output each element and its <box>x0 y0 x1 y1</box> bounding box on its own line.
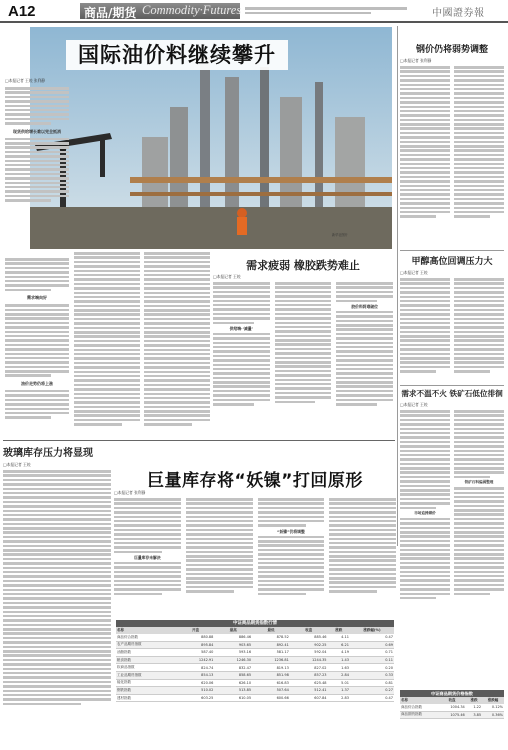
main-article-col3 <box>74 252 140 438</box>
index-table-cell: 农产品期货指数 <box>116 641 177 649</box>
small-table-cell: 商品期货指数 <box>400 711 438 719</box>
index-table-cell: 507.64 <box>252 687 290 695</box>
index-table-cell: 0.71 <box>350 649 394 657</box>
index-table <box>116 627 394 702</box>
index-table-cell: 827.02 <box>290 664 328 672</box>
index-col-header: 开盘 <box>192 628 200 632</box>
index-table-block <box>116 620 394 746</box>
index-table-cell: 0.47 <box>350 694 394 702</box>
glass-headline: 玻璃库存压力将显现 <box>3 448 93 459</box>
ironore-subhead2: 铁矿石料偏弱整理 <box>464 480 494 485</box>
index-col-header: 最低 <box>267 628 275 632</box>
index-table-header-row <box>116 627 394 634</box>
index-table-cell: 824.74 <box>177 664 215 672</box>
index-table-cell: 851.98 <box>252 671 290 679</box>
index-table-cell: 建材指数 <box>116 694 177 702</box>
index-table-cell: 4.19 <box>328 649 350 657</box>
rubber-subhead1: 供给端·‘减量’ <box>229 325 253 331</box>
ironore-author: □本报记者 王姣 <box>400 402 428 407</box>
index-table-row <box>116 649 394 657</box>
index-table-cell: 857.23 <box>290 671 328 679</box>
main-article-col1 <box>5 78 69 256</box>
page-header <box>0 0 508 24</box>
glass-article <box>3 442 111 744</box>
small-table-row <box>400 711 504 719</box>
index-table-cell: 软商品指数 <box>116 664 177 672</box>
index-col-header: 名称 <box>117 628 124 632</box>
right-divider-2 <box>400 385 504 386</box>
index-table-cell: 592.04 <box>290 649 328 657</box>
index-table-cell: 858.65 <box>214 671 252 679</box>
index-table-cell: 819.13 <box>252 664 290 672</box>
index-table-cell: 1244.35 <box>290 656 328 664</box>
index-table-cell: 581.17 <box>252 649 290 657</box>
index-table-cell: 0.33 <box>350 671 394 679</box>
index-table-cell: 商品综合指数 <box>116 634 177 641</box>
index-table-row <box>116 687 394 695</box>
small-table-cell: 1004.34 <box>438 704 465 711</box>
index-table-cell: 1.37 <box>328 687 350 695</box>
small-table-cell: 商品综合指数 <box>400 704 438 711</box>
small-table-cell: 3.85 <box>466 711 482 719</box>
index-table-cell: 603.25 <box>177 694 215 702</box>
small-col-header: 收盘 <box>448 698 456 702</box>
small-table-cell: 1075.46 <box>438 711 465 719</box>
index-table-cell: 0.20 <box>350 664 394 672</box>
main-article-col4 <box>144 252 210 438</box>
index-table-cell: 620.06 <box>177 679 215 687</box>
right-divider-1 <box>400 250 504 251</box>
page-code: A12 <box>8 3 36 20</box>
index-table-row <box>116 634 394 641</box>
index-table-cell: 0.69 <box>350 641 394 649</box>
ironore-headline: 需求不温不火 铁矿石低位徘徊 <box>401 389 503 398</box>
index-table-cell: 513.85 <box>214 687 252 695</box>
main-article-col2 <box>5 258 69 438</box>
section-banner <box>80 3 240 19</box>
index-table-cell: 1.63 <box>328 664 350 672</box>
index-table-cell: 0.11 <box>350 656 394 664</box>
index-table-cell: 粮食指数 <box>116 656 177 664</box>
methanol-article <box>400 254 504 382</box>
header-info <box>245 6 425 15</box>
small-table-cell: 0.12% <box>482 704 504 711</box>
index-table-cell: 512.41 <box>290 687 328 695</box>
index-table-cell: 1236.81 <box>252 656 290 664</box>
index-table-cell: 593.16 <box>214 649 252 657</box>
small-col-header: 名称 <box>401 698 408 702</box>
index-table-cell: 2.83 <box>328 694 350 702</box>
index-table-cell: 587.40 <box>177 649 215 657</box>
index-table-cell: 600.66 <box>252 694 290 702</box>
index-table-row <box>116 641 394 649</box>
index-table-cell: 1242.91 <box>177 656 215 664</box>
index-table-cell: 5.01 <box>328 679 350 687</box>
index-table-cell: 878.52 <box>252 634 290 641</box>
steel-article <box>400 42 504 247</box>
index-table-cell: 1246.30 <box>214 656 252 664</box>
glass-author: □本报记者 王姣 <box>3 462 31 467</box>
index-table-row <box>116 679 394 687</box>
index-table-cell: 886.46 <box>214 634 252 641</box>
index-col-header: 涨跌 <box>335 628 343 632</box>
index-table-row <box>116 664 394 672</box>
steel-author: □本报记者 张利静 <box>400 58 432 63</box>
index-table-cell: 1.43 <box>328 656 350 664</box>
rubber-subhead2: 胶价料将难破位 <box>351 303 378 309</box>
small-table <box>400 697 504 719</box>
index-table-cell: 626.10 <box>214 679 252 687</box>
masthead-logo: 中國證券報 <box>432 8 485 19</box>
nickel-article <box>114 490 396 616</box>
index-table-cell: 钢铁指数 <box>116 687 177 695</box>
header-rule <box>0 21 508 23</box>
index-table-cell: 4.11 <box>328 634 350 641</box>
index-table-cell: 607.84 <box>290 694 328 702</box>
methanol-headline: 甲醇高位回调压力大 <box>411 257 493 267</box>
index-table-row <box>116 694 394 702</box>
main-subhead3: 油价走势仍将上涨 <box>21 380 53 386</box>
index-table-cell: 885.46 <box>290 634 328 641</box>
index-table-cell: 903.65 <box>214 641 252 649</box>
index-table-cell: 854.13 <box>177 671 215 679</box>
small-table-header-row <box>400 697 504 704</box>
index-table-cell: 880.88 <box>177 634 215 641</box>
index-table-cell: 工业品期货指数 <box>116 671 177 679</box>
small-table-cell: 1.22 <box>466 704 482 711</box>
small-col-header: 涨跌 <box>470 698 478 702</box>
index-table-cell: 6.21 <box>328 641 350 649</box>
index-col-header: 涨跌幅(%) <box>363 628 381 632</box>
methanol-author: □本报记者 王姣 <box>400 270 428 275</box>
small-table-cell: 0.36% <box>482 711 504 719</box>
photo-caption: 新华社图片 <box>332 233 348 237</box>
index-table-title: 中证商品期货指数行情 <box>116 620 394 627</box>
rubber-article <box>213 274 393 438</box>
ironore-article <box>400 388 504 660</box>
nickel-headline: 巨量库存将“妖镍”打回原形 <box>147 471 363 491</box>
small-table-row <box>400 704 504 711</box>
index-col-header: 最高 <box>229 628 237 632</box>
rubber-headline: 需求疲弱 橡胶跌势难止 <box>246 259 360 272</box>
rubber-author: □本报记者 王姣 <box>213 274 241 279</box>
section-title: 商品/期货 <box>84 6 137 20</box>
index-table-cell: 616.83 <box>252 679 290 687</box>
index-table-cell: 0.81 <box>350 679 394 687</box>
right-column-divider <box>397 26 398 546</box>
main-headline: 国际油价料继续攀升 <box>78 43 276 67</box>
index-table-cell: 895.84 <box>177 641 215 649</box>
small-table-block <box>400 690 504 746</box>
index-table-cell: 832.47 <box>214 664 252 672</box>
nickel-author: □本报记者 张利静 <box>114 490 146 495</box>
index-table-cell: 0.27 <box>350 687 394 695</box>
section-title-en: Commodity·Futures <box>142 3 242 17</box>
small-col-header: 涨跌幅 <box>487 698 499 702</box>
steel-headline: 钢价仍将弱势调整 <box>415 45 488 55</box>
main-author: □本报记者 王姣 张利静 <box>5 78 46 83</box>
index-col-header: 收盘 <box>305 628 313 632</box>
index-table-cell: 892.41 <box>252 641 290 649</box>
index-table-row <box>116 671 394 679</box>
index-table-cell: 2.84 <box>328 671 350 679</box>
nickel-subhead2: “妖镍”仍将调整 <box>276 528 305 534</box>
index-table-cell: 0.47 <box>350 634 394 641</box>
nickel-subhead1: 巨量库存未解决 <box>134 555 161 561</box>
index-table-cell: 510.02 <box>177 687 215 695</box>
index-table-cell: 能化指数 <box>116 679 177 687</box>
index-table-cell: 610.05 <box>214 694 252 702</box>
main-headline-box <box>66 40 288 70</box>
index-table-cell: 902.25 <box>290 641 328 649</box>
ironore-subhead1: 市场追捧煤价 <box>414 510 436 515</box>
index-table-row <box>116 656 394 664</box>
small-table-title: 中证商品期货价格指数 <box>400 690 504 697</box>
index-table-cell: 625.48 <box>290 679 328 687</box>
main-subhead2: 需求端向好 <box>27 295 47 301</box>
index-table-cell: 油脂指数 <box>116 649 177 657</box>
main-subhead1: 现货供给增长难以完全抵消 <box>13 128 61 134</box>
